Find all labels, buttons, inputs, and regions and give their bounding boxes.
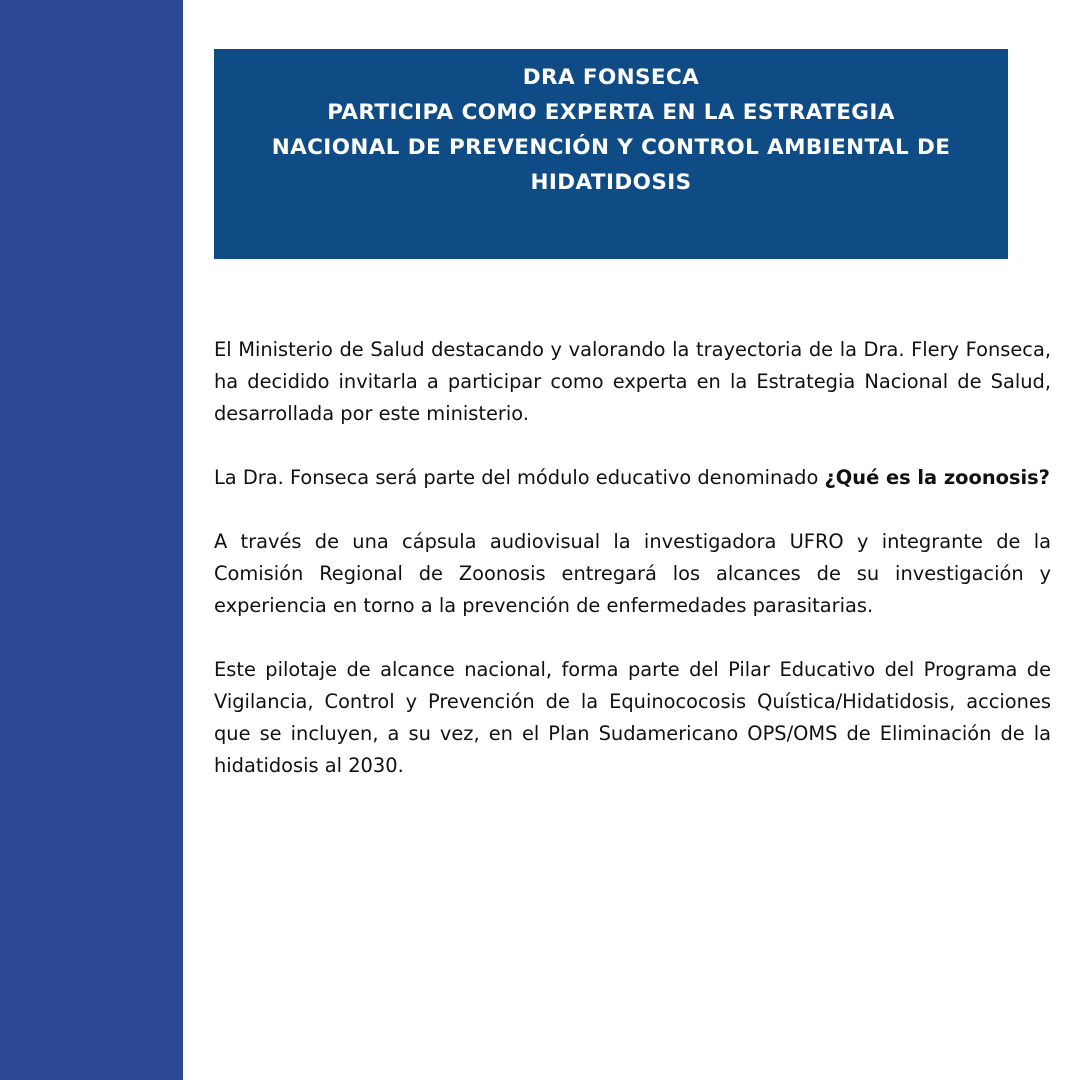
title-line-1: DRA FONSECA (522, 65, 700, 90)
paragraph-2-text: La Dra. Fonseca será parte del módulo educativo denominado (214, 466, 825, 489)
paragraph-3: A través de una cápsula audiovisual la investigadora UFRO y integrante de la Comisión Regional de Zoonosis entregará los alcances de su investigación y experiencia en torno a la prevención de enfermedades parasitarias. (214, 530, 1051, 617)
title-line-2: PARTICIPA COMO EXPERTA EN LA ESTRATEGIA (327, 100, 895, 125)
article-body (214, 334, 1051, 814)
title-banner (214, 49, 1008, 259)
title-line-4: HIDATIDOSIS (530, 170, 692, 195)
title-line-3: NACIONAL DE PREVENCIÓN Y CONTROL AMBIENTAL DE (271, 135, 951, 160)
paragraph-1: El Ministerio de Salud destacando y valorando la trayectoria de la Dra. Flery Fonseca, ha decidido invitarla a participar como experta en la Estrategia Nacional de Salud, desarrollada por este ministerio. (214, 338, 1051, 425)
paragraph-4: Este pilotaje de alcance nacional, forma parte del Pilar Educativo del Programa de Vigilancia, Control y Prevención de la Equinococosis Quística/Hidatidosis, acciones que se incluyen, a su vez, en el Plan Sudamericano OPS/OMS de Eliminación de la hidatidosis al 2030. (214, 658, 1051, 777)
left-decorative-bar (0, 0, 183, 1080)
paragraph-2 (214, 462, 1051, 494)
module-name: ¿Qué es la zoonosis? (824, 466, 1050, 489)
